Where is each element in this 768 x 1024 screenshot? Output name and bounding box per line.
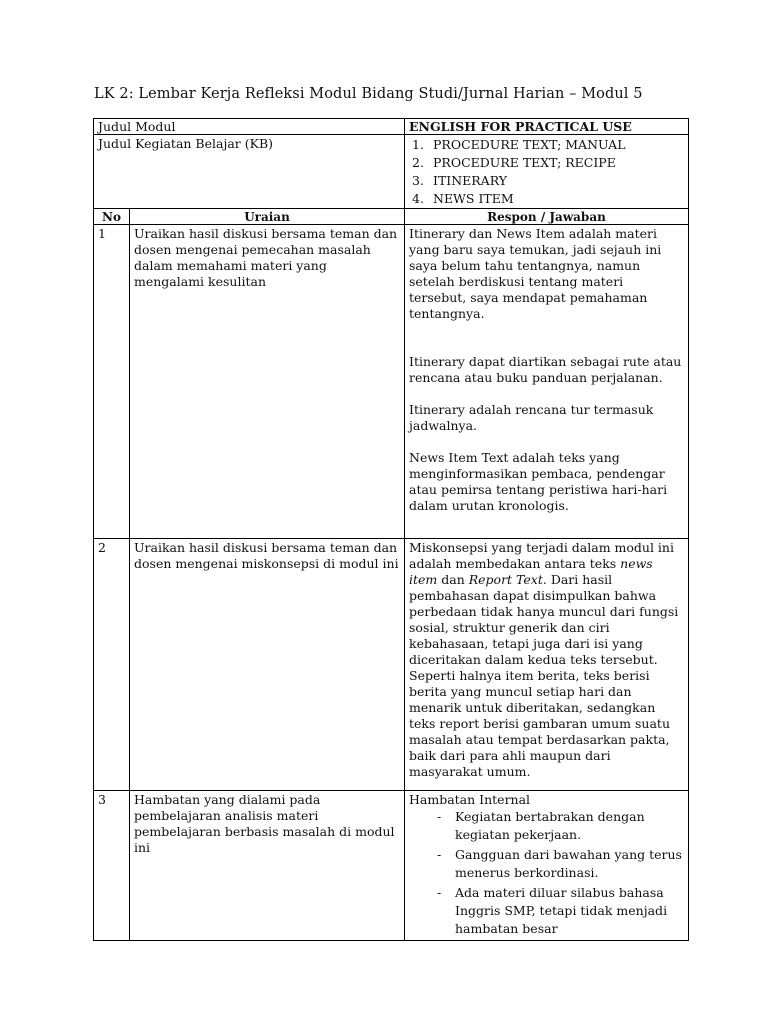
reflection-table xyxy=(93,118,689,941)
table-row xyxy=(94,791,689,941)
table-row xyxy=(94,225,689,539)
respon-paragraph: Itinerary dan News Item adalah materi yang baru saya temukan, jadi sejauh ini saya belum tahu tentangnya, namun setelah berdiskusi tentang materi tersebut, saya mendapat pemahaman tentangnya. xyxy=(409,226,662,321)
row-uraian: Uraikan hasil diskusi bersama teman dan dosen mengenai pemecahan masalah dalam memahami materi yang mengalami kesulitan xyxy=(130,225,405,539)
list-item: - Kegiatan bertabrakan dengan kegiatan pekerjaan. xyxy=(437,809,645,842)
activities-label: Judul Kegiatan Belajar (KB) xyxy=(94,135,405,209)
list-item: - Gangguan dari bawahan yang terus menerus berkordinasi. xyxy=(437,847,682,880)
module-row xyxy=(94,119,689,135)
row-number: 1 xyxy=(94,225,130,539)
table-header-row xyxy=(94,209,689,225)
respon-paragraph: Itinerary adalah rencana tur termasuk jadwalnya. xyxy=(409,402,654,433)
respon-paragraph: Itinerary dapat diartikan sebagai rute atau rencana atau buku panduan perjalanan. xyxy=(409,354,682,385)
row-uraian: Uraikan hasil diskusi bersama teman dan dosen mengenai miskonsepsi di modul ini xyxy=(130,539,405,791)
header-uraian: Uraian xyxy=(130,209,405,225)
respon-heading: Hambatan Internal xyxy=(409,792,531,807)
activities-list xyxy=(409,136,684,208)
respon-paragraph: News Item Text adalah teks yang menginformasikan pembaca, pendengar atau pemirsa tentang peristiwa hari-hari dalam urutan kronologis. xyxy=(409,450,668,513)
row-respon: Miskonsepsi yang terjadi dalam modul ini adalah membedakan antara teks news item dan Report Text. Dari hasil pembahasan dapat disimpulkan bahwa perbedaan tidak hanya muncul dari fungsi sosial, struktur generik dan ciri kebahasaan, tetapi juga dari isi yang diceritakan dalam kedua teks tersebut. Seperti halnya item berita, teks berisi berita yang muncul setiap hari dan menarik untuk diberitakan, sedangkan teks report berisi gambaran umum suatu masalah atau tempat berdasarkan pakta, baik dari para ahli maupun dari masyarakat umum. xyxy=(405,539,689,791)
activity-item: 3. ITINERARY xyxy=(412,173,507,188)
italic-term: news item xyxy=(409,556,653,587)
list-item: - Ada materi diluar silabus bahasa Inggris SMP, tetapi tidak menjadi hambatan besar xyxy=(437,885,668,936)
module-value: ENGLISH FOR PRACTICAL USE xyxy=(405,119,689,135)
row-number: 2 xyxy=(94,539,130,791)
activities-list-cell xyxy=(405,135,689,209)
row-respon xyxy=(405,791,689,941)
activity-item: 1. PROCEDURE TEXT; MANUAL xyxy=(412,137,626,152)
row-number: 3 xyxy=(94,791,130,941)
header-respon: Respon / Jawaban xyxy=(405,209,689,225)
document-title: LK 2: Lembar Kerja Refleksi Modul Bidang Studi/Jurnal Harian – Modul 5 xyxy=(94,86,643,102)
activity-item: 2. PROCEDURE TEXT; RECIPE xyxy=(412,155,616,170)
italic-term: Report Text. xyxy=(468,572,547,587)
activity-item: 4. NEWS ITEM xyxy=(412,191,514,206)
activities-row xyxy=(94,135,689,209)
row-uraian: Hambatan yang dialami pada pembelajaran analisis materi pembelajaran berbasis masalah di modul ini xyxy=(130,791,405,941)
obstacle-list xyxy=(409,808,684,938)
header-no: No xyxy=(94,209,130,225)
module-label: Judul Modul xyxy=(94,119,405,135)
row-respon xyxy=(405,225,689,539)
table-row xyxy=(94,539,689,791)
